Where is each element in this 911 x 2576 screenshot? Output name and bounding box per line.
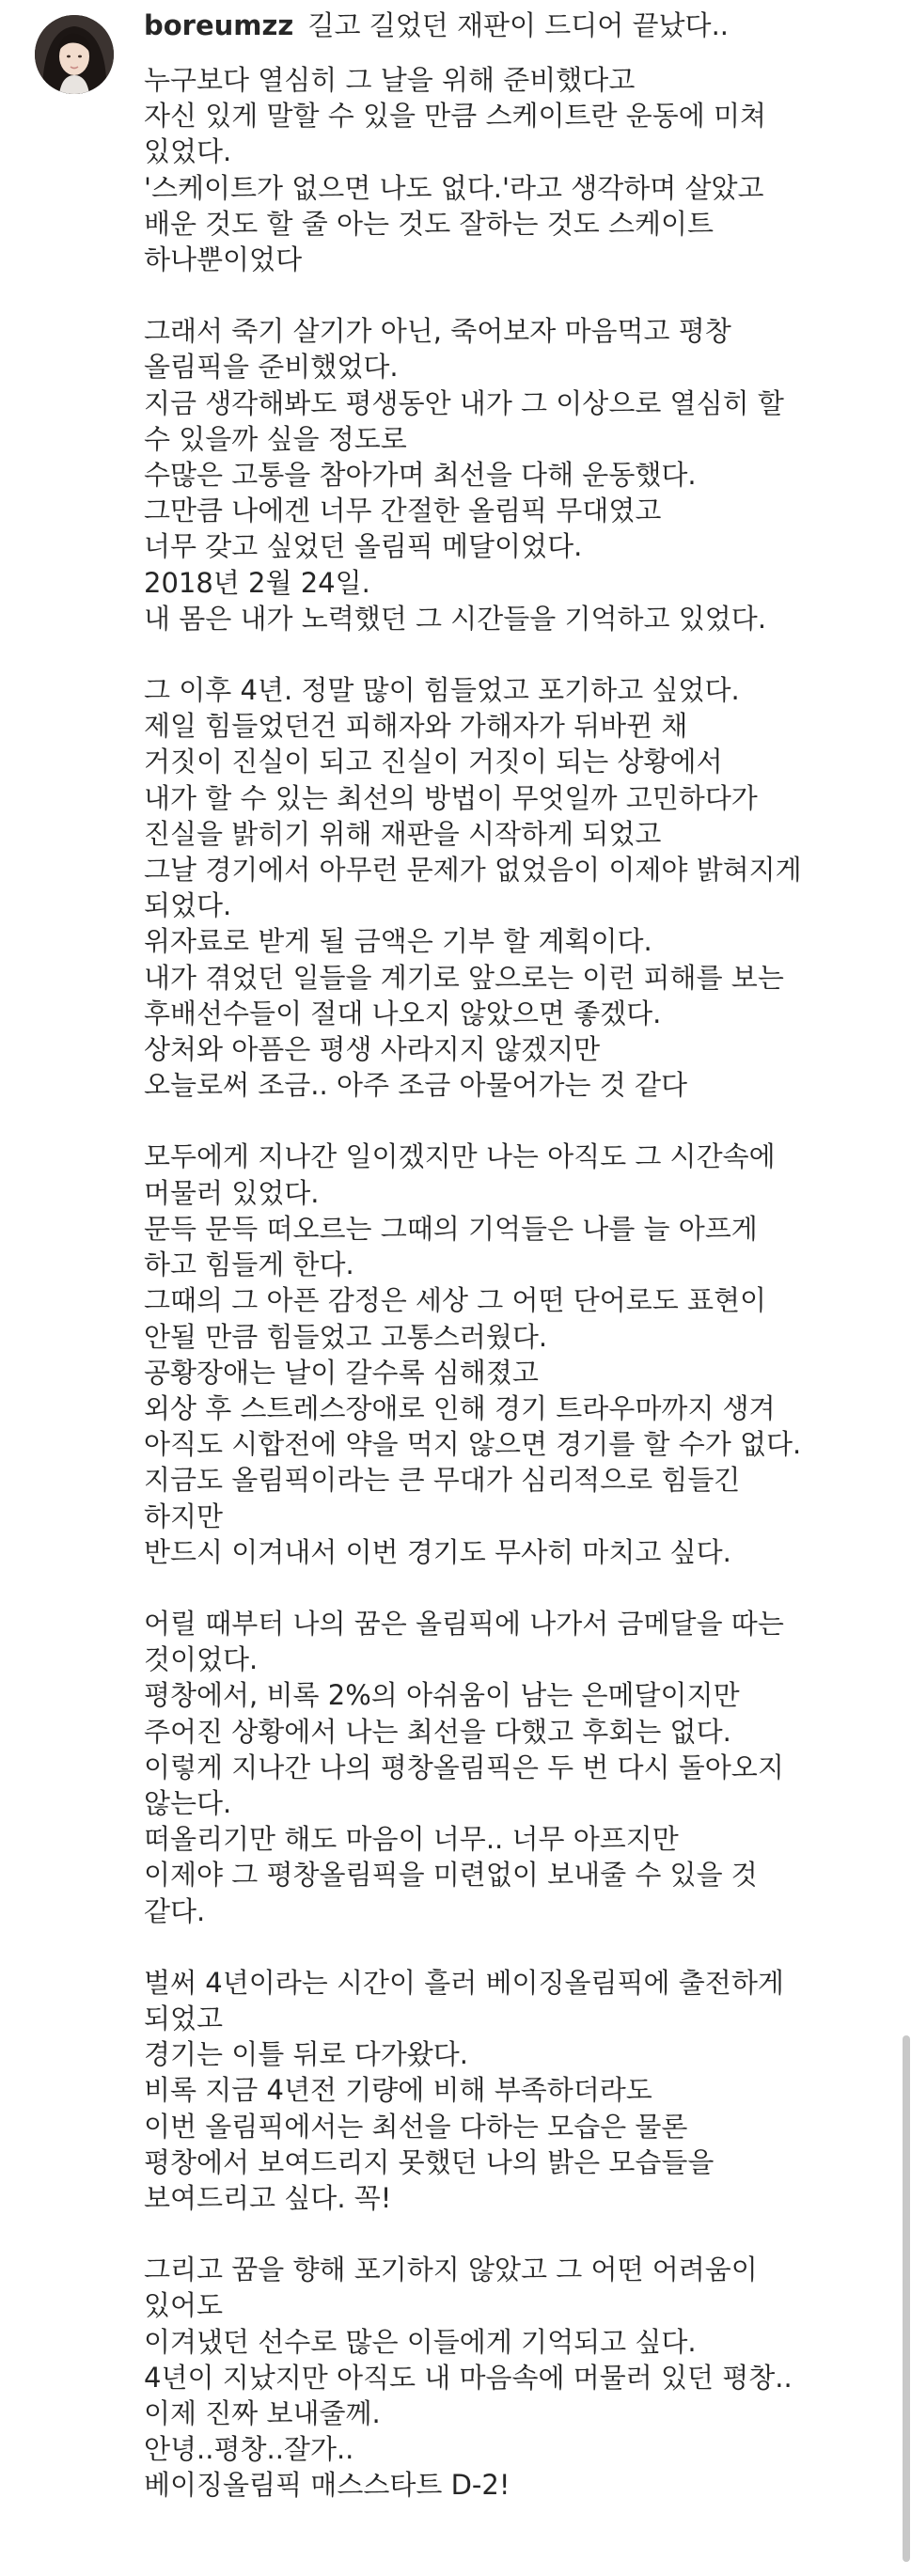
caption-line: 진실을 밝히기 위해 재판을 시작하게 되었고 [144, 817, 662, 850]
caption-paragraph [144, 62, 887, 277]
caption-header [144, 8, 887, 43]
caption-line: 벌써 4년이라는 시간이 흘러 베이징올림픽에 출전하게 [144, 1966, 784, 1999]
caption-line: 안녕..평창..잘가.. [144, 2433, 354, 2466]
caption-line: 보여드리고 싶다. 꼭! [144, 2181, 392, 2214]
caption-line: 하지만 [144, 1500, 224, 1532]
caption-line: 지금 생각해봐도 평생동안 내가 그 이상으로 열심히 할 [144, 386, 784, 419]
caption-line: 주어진 상황에서 나는 최선을 다했고 후회는 없다. [144, 1715, 731, 1748]
caption-line: 이제야 그 평창올림픽을 미련없이 보내줄 수 있을 것 [144, 1859, 758, 1892]
caption-line: 내 몸은 내가 노력했던 그 시간들을 기억하고 있었다. [144, 602, 767, 635]
caption-line: 2018년 2월 24일. [144, 566, 370, 599]
caption-line: 그 이후 4년. 정말 많이 힘들었고 포기하고 싶었다. [144, 674, 740, 707]
caption-line: 그래서 죽기 살기가 아닌, 죽어보자 마음먹고 평창 [144, 315, 731, 348]
caption-line: 내가 겪었던 일들을 계기로 앞으로는 이런 피해를 보는 [144, 961, 784, 994]
caption-line: 제일 힘들었던건 피해자와 가해자가 뒤바뀐 채 [144, 710, 688, 743]
caption-paragraph [144, 2252, 887, 2503]
caption-line: 수많은 고통을 참아가며 최선을 다해 운동했다. [144, 459, 697, 492]
caption-text [144, 62, 887, 2504]
caption-line: 이제 진짜 보내줄께. [144, 2396, 381, 2429]
caption-line: 아직도 시합전에 약을 먹지 않으면 경기를 할 수가 없다. [144, 1428, 802, 1461]
caption-paragraph [144, 1965, 887, 2216]
caption-line: 오늘로써 조금.. 아주 조금 아물어가는 것 같다 [144, 1069, 687, 1102]
caption-line: 자신 있게 말할 수 있을 만큼 스케이트란 운동에 미쳐 [144, 100, 767, 133]
caption-paragraph [144, 672, 887, 1103]
caption-line: 그만큼 나에겐 너무 간절한 올림픽 무대였고 [144, 495, 662, 527]
caption-line: 되었다. [144, 889, 232, 922]
caption-line: 이렇게 지나간 나의 평창올림픽은 두 번 다시 돌아오지 [144, 1751, 784, 1783]
caption-line: 떠올리기만 해도 마음이 너무.. 너무 아프지만 [144, 1823, 679, 1856]
caption-line: 것이었다. [144, 1643, 259, 1676]
caption-block [144, 8, 887, 2539]
caption-line: 위자료로 받게 될 금액은 기부 할 계획이다. [144, 925, 652, 958]
profile-photo-icon [35, 15, 114, 94]
username-link[interactable]: boreumzz [144, 9, 294, 41]
avatar[interactable] [35, 15, 114, 94]
caption-line: 평창에서, 비록 2%의 아쉬움이 남는 은메달이지만 [144, 1679, 740, 1712]
caption-line: 있어도 [144, 2289, 224, 2322]
caption-line: 이겨냈던 선수로 많은 이들에게 기억되고 싶다. [144, 2325, 697, 2358]
caption-line: 머물러 있었다. [144, 1176, 320, 1209]
caption-line: 거짓이 진실이 되고 진실이 거짓이 되는 상황에서 [144, 746, 723, 778]
caption-line: 그리고 꿈을 향해 포기하지 않았고 그 어떤 어려움이 [144, 2254, 758, 2286]
caption-line: 어릴 때부터 나의 꿈은 올림픽에 나가서 금메달을 따는 [144, 1607, 784, 1640]
caption-line: 경기는 이틀 뒤로 다가왔다. [144, 2038, 469, 2071]
caption-paragraph [144, 1606, 887, 1929]
caption-line: 문득 문득 떠오르는 그때의 기억들은 나를 늘 아프게 [144, 1212, 758, 1245]
caption-line: 있었다. [144, 135, 232, 168]
caption-line: 올림픽을 준비했었다. [144, 351, 399, 384]
caption-line: 상처와 아픔은 평생 사라지지 않겠지만 [144, 1033, 601, 1066]
caption-line: 누구보다 열심히 그 날을 위해 준비했다고 [144, 64, 636, 96]
caption-paragraph [144, 1139, 887, 1569]
caption-line: 그때의 그 아픈 감정은 세상 그 어떤 단어로도 표현이 [144, 1284, 767, 1317]
caption-line: 너무 갖고 싶었던 올림픽 메달이었다. [144, 530, 583, 563]
caption-line: 되었고 [144, 2002, 224, 2034]
caption-line: 이번 올림픽에서는 최선을 다하는 모습은 물론 [144, 2110, 688, 2143]
caption-line: 4년이 지났지만 아직도 내 마음속에 머물러 있던 평창.. [144, 2361, 793, 2394]
caption-paragraph [144, 313, 887, 636]
caption-line: 수 있을까 싶을 정도로 [144, 422, 407, 455]
caption-line: 외상 후 스트레스장애로 인해 경기 트라우마까지 생겨 [144, 1391, 776, 1424]
caption-line: 모두에게 지나간 일이겠지만 나는 아직도 그 시간속에 [144, 1140, 776, 1173]
caption-line: 않는다. [144, 1786, 232, 1819]
caption-line: 안될 만큼 힘들었고 고통스러웠다. [144, 1320, 548, 1353]
caption-line: 하나뿐이었다 [144, 243, 303, 276]
caption-line: '스케이트가 없으면 나도 없다.'라고 생각하며 살았고 [144, 171, 764, 204]
caption-title: 길고 길었던 재판이 드디어 끝났다.. [307, 9, 730, 41]
caption-line: 지금도 올림픽이라는 큰 무대가 심리적으로 힘들긴 [144, 1464, 741, 1497]
caption-line: 배운 것도 할 줄 아는 것도 잘하는 것도 스케이트 [144, 207, 715, 240]
caption-line: 평창에서 보여드리지 못했던 나의 밝은 모습들을 [144, 2145, 715, 2178]
caption-line: 그날 경기에서 아무런 문제가 없었음이 이제야 밝혀지게 [144, 854, 802, 887]
scrollbar-thumb[interactable] [903, 2035, 910, 2562]
caption-line: 하고 힘들게 한다. [144, 1249, 354, 1281]
caption-line: 반드시 이겨내서 이번 경기도 무사히 마치고 싶다. [144, 1535, 731, 1568]
caption-line: 비록 지금 4년전 기량에 비해 부족하더라도 [144, 2074, 652, 2107]
caption-line: 후배선수들이 절대 나오지 않았으면 좋겠다. [144, 997, 662, 1029]
caption-line: 베이징올림픽 매스스타트 D-2! [144, 2469, 510, 2502]
caption-line: 내가 할 수 있는 최선의 방법이 무엇일까 고민하다가 [144, 781, 758, 814]
caption-line: 같다. [144, 1894, 206, 1927]
caption-line: 공황장애는 날이 갈수록 심해졌고 [144, 1356, 539, 1389]
